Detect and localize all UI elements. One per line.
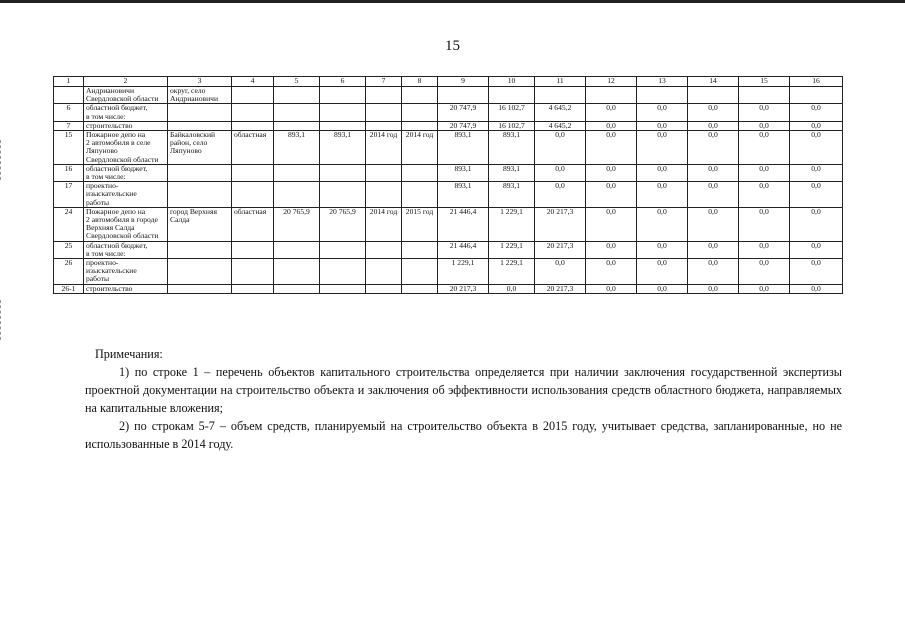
table-cell [320, 104, 366, 121]
table-cell: 1 229,1 [489, 241, 535, 258]
table-cell: 0,0 [688, 284, 739, 293]
table-cell [232, 284, 274, 293]
table-cell: 893,1 [274, 131, 320, 165]
table-cell: 0,0 [790, 182, 843, 208]
table-cell [232, 259, 274, 285]
table-cell: 893,1 [489, 131, 535, 165]
table-cell [232, 182, 274, 208]
table-cell [168, 182, 232, 208]
column-number-cell: 11 [535, 77, 586, 87]
table-cell [402, 121, 438, 130]
table-cell: 16 102,7 [489, 104, 535, 121]
column-number-cell: 15 [739, 77, 790, 87]
column-number-cell: 2 [84, 77, 168, 87]
table-cell: 0,0 [586, 182, 637, 208]
table-body [54, 77, 843, 294]
table-cell [366, 241, 402, 258]
table-cell [402, 259, 438, 285]
table-cell: 25 [54, 241, 84, 258]
table-row [54, 131, 843, 165]
table-cell: 0,0 [586, 284, 637, 293]
table-cell: 0,0 [790, 164, 843, 181]
table-cell: 21 446,4 [438, 241, 489, 258]
table-cell [168, 104, 232, 121]
table-cell: 0,0 [535, 259, 586, 285]
table-cell [232, 121, 274, 130]
table-cell [402, 284, 438, 293]
table-cell [438, 87, 489, 104]
table-cell [366, 259, 402, 285]
table-cell [168, 241, 232, 258]
table-cell: 1 229,1 [438, 259, 489, 285]
table-cell [168, 259, 232, 285]
table-cell: 17 [54, 182, 84, 208]
table-cell [168, 121, 232, 130]
table-cell: строительство [84, 284, 168, 293]
table-cell [232, 87, 274, 104]
table-cell: 893,1 [320, 131, 366, 165]
table-cell: 0,0 [688, 241, 739, 258]
table-cell: 0,0 [790, 284, 843, 293]
table-cell: 20 747,9 [438, 121, 489, 130]
table-cell: 0,0 [739, 164, 790, 181]
table-cell: 0,0 [739, 284, 790, 293]
table-cell [232, 104, 274, 121]
budget-table [53, 76, 843, 294]
table-cell: 2014 год [402, 131, 438, 165]
table-cell: 7 [54, 121, 84, 130]
table-cell: 0,0 [739, 241, 790, 258]
table-cell [366, 182, 402, 208]
top-border-line [0, 0, 905, 3]
table-cell: 0,0 [739, 207, 790, 241]
table-cell: 4 645,2 [535, 121, 586, 130]
table-cell: 0,0 [586, 164, 637, 181]
table-cell [274, 284, 320, 293]
table-cell: 20 217,3 [535, 241, 586, 258]
table-cell: 26 [54, 259, 84, 285]
table-cell: 0,0 [637, 182, 688, 208]
table-cell: 16 [54, 164, 84, 181]
table-cell: 1 229,1 [489, 259, 535, 285]
table-cell [274, 104, 320, 121]
table-row [54, 164, 843, 181]
table-cell [320, 259, 366, 285]
column-number-cell: 3 [168, 77, 232, 87]
table-cell [535, 87, 586, 104]
table-cell [402, 164, 438, 181]
table-cell: 0,0 [688, 164, 739, 181]
scan-edge-mark [0, 300, 4, 340]
table-cell [232, 241, 274, 258]
table-cell: областной бюджет, в том числе: [84, 241, 168, 258]
table-cell [54, 87, 84, 104]
table-cell: 0,0 [790, 131, 843, 165]
table-cell: 0,0 [637, 284, 688, 293]
table-cell: 0,0 [535, 164, 586, 181]
table-cell: 4 645,2 [535, 104, 586, 121]
table-cell: 2014 год [366, 207, 402, 241]
table-cell [489, 87, 535, 104]
table-cell [320, 182, 366, 208]
table-cell [586, 87, 637, 104]
table-cell [320, 241, 366, 258]
table-cell: 0,0 [637, 104, 688, 121]
table-cell [274, 259, 320, 285]
table-cell: 893,1 [438, 182, 489, 208]
table-cell [366, 104, 402, 121]
table-cell: 893,1 [489, 164, 535, 181]
table-cell: 0,0 [739, 121, 790, 130]
table-cell: 0,0 [790, 207, 843, 241]
table-cell: 21 446,4 [438, 207, 489, 241]
column-number-cell: 13 [637, 77, 688, 87]
table-cell: Пожарное депо на 2 автомобиля в селе Ляпуново Свердловской области [84, 131, 168, 165]
column-number-cell: 12 [586, 77, 637, 87]
table-cell [790, 87, 843, 104]
table-cell: 0,0 [535, 182, 586, 208]
table-cell: 20 217,3 [535, 207, 586, 241]
table-cell [274, 87, 320, 104]
table-cell [320, 164, 366, 181]
notes-section [85, 345, 842, 453]
table-cell [320, 284, 366, 293]
table-row [54, 182, 843, 208]
table-cell: областная [232, 131, 274, 165]
table-cell: 0,0 [688, 104, 739, 121]
table-cell [688, 87, 739, 104]
table-cell: 15 [54, 131, 84, 165]
table-cell: 0,0 [637, 259, 688, 285]
table-row [54, 284, 843, 293]
table-cell: строительство [84, 121, 168, 130]
table-cell [402, 104, 438, 121]
table-cell: 0,0 [637, 207, 688, 241]
column-number-cell: 14 [688, 77, 739, 87]
table-cell [274, 164, 320, 181]
column-number-cell: 4 [232, 77, 274, 87]
table-cell: 0,0 [790, 121, 843, 130]
notes-title: Примечания: [95, 347, 163, 361]
table-cell: 0,0 [790, 259, 843, 285]
table-cell: 0,0 [586, 131, 637, 165]
table-cell [168, 164, 232, 181]
table-cell: 0,0 [586, 259, 637, 285]
table-cell: областная [232, 207, 274, 241]
table-cell: 20 217,3 [535, 284, 586, 293]
table-cell [274, 121, 320, 130]
note-1: 1) по строке 1 – перечень объектов капитального строительства определяется при наличии заключения государственной экспертизы проектной документации на строительство объекта и заключения об эффективности использования средств областного бюджета, направляемых на капитальные вложения; [85, 365, 842, 415]
note-2: 2) по строкам 5-7 – объем средств, планируемый на строительство объекта в 2015 году, учитывает средства, запланированные, но не использованные в 2014 году. [85, 419, 842, 451]
table-cell: 893,1 [438, 164, 489, 181]
column-number-cell: 5 [274, 77, 320, 87]
table-cell: 0,0 [489, 284, 535, 293]
table-cell: 0,0 [688, 121, 739, 130]
table-cell: Пожарное депо на 2 автомобиля в городе Верхняя Салда Свердловской области [84, 207, 168, 241]
scan-edge-mark [0, 140, 4, 180]
table-cell: 893,1 [438, 131, 489, 165]
table-cell: 0,0 [739, 104, 790, 121]
column-number-cell: 10 [489, 77, 535, 87]
table-cell: Андриановичи Свердловской области [84, 87, 168, 104]
table-row [54, 104, 843, 121]
table-cell [320, 121, 366, 130]
table-cell: 0,0 [586, 241, 637, 258]
table-cell [320, 87, 366, 104]
table-cell [274, 182, 320, 208]
table-cell: 0,0 [790, 104, 843, 121]
column-number-cell: 1 [54, 77, 84, 87]
table-cell: 1 229,1 [489, 207, 535, 241]
table-cell: округ, село Андриановичи [168, 87, 232, 104]
table-cell [402, 241, 438, 258]
table-cell: 0,0 [586, 121, 637, 130]
table-cell: 0,0 [688, 259, 739, 285]
table-cell: 20 765,9 [274, 207, 320, 241]
table-cell: 26-1 [54, 284, 84, 293]
table-cell: 0,0 [739, 182, 790, 208]
table-cell: 0,0 [688, 182, 739, 208]
table-row [54, 207, 843, 241]
table-cell: город Верхняя Салда [168, 207, 232, 241]
table-cell [366, 284, 402, 293]
column-number-cell: 8 [402, 77, 438, 87]
table-cell: 20 747,9 [438, 104, 489, 121]
table-cell: 2015 год [402, 207, 438, 241]
table-cell: 0,0 [790, 241, 843, 258]
table-cell: 0,0 [535, 131, 586, 165]
table-cell [637, 87, 688, 104]
table-cell: областной бюджет, в том числе: [84, 104, 168, 121]
table-cell [232, 164, 274, 181]
column-number-cell: 6 [320, 77, 366, 87]
table-cell [274, 241, 320, 258]
table-cell: 0,0 [739, 131, 790, 165]
table-cell: 0,0 [586, 104, 637, 121]
column-number-cell: 7 [366, 77, 402, 87]
table-cell: 24 [54, 207, 84, 241]
column-number-cell: 9 [438, 77, 489, 87]
table-cell: 0,0 [637, 241, 688, 258]
table-cell [366, 164, 402, 181]
table-cell: 6 [54, 104, 84, 121]
table-cell: областной бюджет, в том числе: [84, 164, 168, 181]
table-cell: 0,0 [586, 207, 637, 241]
table-cell [402, 182, 438, 208]
table-cell [366, 87, 402, 104]
table-cell: 16 102,7 [489, 121, 535, 130]
table-cell: 20 765,9 [320, 207, 366, 241]
table-row [54, 121, 843, 130]
table-cell: 20 217,3 [438, 284, 489, 293]
table-cell [366, 121, 402, 130]
table-cell: проектно- изыскательские работы [84, 259, 168, 285]
table-cell: 893,1 [489, 182, 535, 208]
table-cell: 0,0 [637, 131, 688, 165]
table-cell: 0,0 [739, 259, 790, 285]
table-cell: 0,0 [688, 131, 739, 165]
table-row [54, 259, 843, 285]
table-cell: 0,0 [688, 207, 739, 241]
table-cell [739, 87, 790, 104]
table-cell: 0,0 [637, 121, 688, 130]
table-cell: проектно- изыскательские работы [84, 182, 168, 208]
column-number-cell: 16 [790, 77, 843, 87]
table-row [54, 241, 843, 258]
table-cell [402, 87, 438, 104]
table-cell: 0,0 [637, 164, 688, 181]
table-cell [168, 284, 232, 293]
table-cell: Байкаловский район, село Ляпуново [168, 131, 232, 165]
page-number: 15 [445, 38, 460, 54]
header-row [54, 77, 843, 87]
table-row [54, 87, 843, 104]
table-cell: 2014 год [366, 131, 402, 165]
